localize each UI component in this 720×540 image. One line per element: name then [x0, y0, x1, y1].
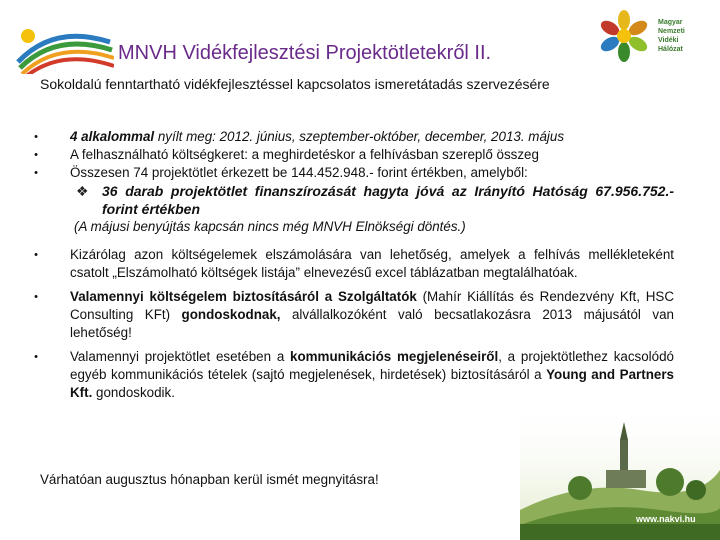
bullet-icon: •: [34, 249, 38, 261]
mnvh-rainbow-logo: [14, 14, 114, 74]
list-item: [34, 288, 674, 342]
bullet-text: Kizárólag azon költségelemek elszámolására van lehetőség, amelyek a felhívás mellékleteként csatolt „Elszámolható költségek listája” elnevezésű excel táblázatban megtalálhatóak.: [70, 247, 674, 280]
bullet-icon: •: [34, 149, 38, 161]
bullet-icon: •: [34, 167, 38, 179]
bullet-text: alvállalkozóként való becsatlakozásra 2013 májusától van lehetőség!: [70, 307, 674, 340]
bullet-text: A felhasználható költségkeret: a meghirdetéskor a felhívásban szereplő összeg: [70, 147, 539, 162]
content-body: [34, 128, 675, 402]
sub-list-item: [40, 182, 674, 218]
bullet-bold-text: Valamennyi költségelem biztosításáról a Szolgáltatók: [70, 289, 417, 304]
page-title: MNVH Vidékfejlesztési Projektötletekről II.: [118, 42, 492, 64]
page-subtitle: Sokoldalú fenntartható vidékfejlesztéssel kapcsolatos ismeretátadás szervezésére: [40, 76, 550, 92]
bullet-text: , a projektötlethez kacsolódó egyéb kommunikációs tételek (sajtó megjelenések, hirdetések) biztosításáról a: [70, 349, 675, 382]
bullet-bold-text: kommunikációs megjelenéseiről: [290, 349, 499, 364]
diamond-bullet-icon: ❖: [76, 183, 89, 199]
bullet-icon: •: [34, 291, 38, 303]
footer-text: Várhatóan augusztus hónapban kerül ismét megnyitásra!: [40, 472, 379, 487]
list-item: [34, 146, 674, 164]
bullet-text: nyílt meg: 2012. június, szeptember-október, december, 2013. május: [154, 129, 565, 144]
bullet-text: (Mahír Kiállítás és Rendezvény Kft, HSC Consulting KFt): [70, 289, 674, 322]
list-item: [34, 128, 674, 146]
list-item: [34, 348, 675, 402]
bullet-text: Valamennyi projektötlet esetében a: [70, 349, 291, 364]
list-item: [34, 164, 674, 182]
bullet-bold-text: gondoskodnak,: [181, 307, 281, 322]
list-item: [34, 246, 674, 282]
sub-item-text: 36 darab projektötlet finanszírozását hagyta jóvá az Irányító Hatóság 67.956.752.- forint értékben: [102, 183, 674, 217]
logo-text: Magyar Nemzeti Vidéki Hálózat: [658, 19, 685, 53]
bullet-bold-text: 4 alkalommal: [70, 129, 155, 144]
bullet-icon: •: [34, 351, 38, 363]
bullet-text: gondoskodik.: [92, 385, 175, 400]
bullet-bold-text: Young and Partners Kft.: [70, 367, 674, 400]
website-url: www.nakvi.hu: [636, 514, 696, 524]
bullet-text: Összesen 74 projektötlet érkezett be 144.452.948.- forint értékben, amelyből:: [70, 165, 528, 180]
note-text: (A májusi benyújtás kapcsán nincs még MNVH Elnökségi döntés.): [74, 219, 466, 234]
bullet-icon: •: [34, 131, 38, 143]
